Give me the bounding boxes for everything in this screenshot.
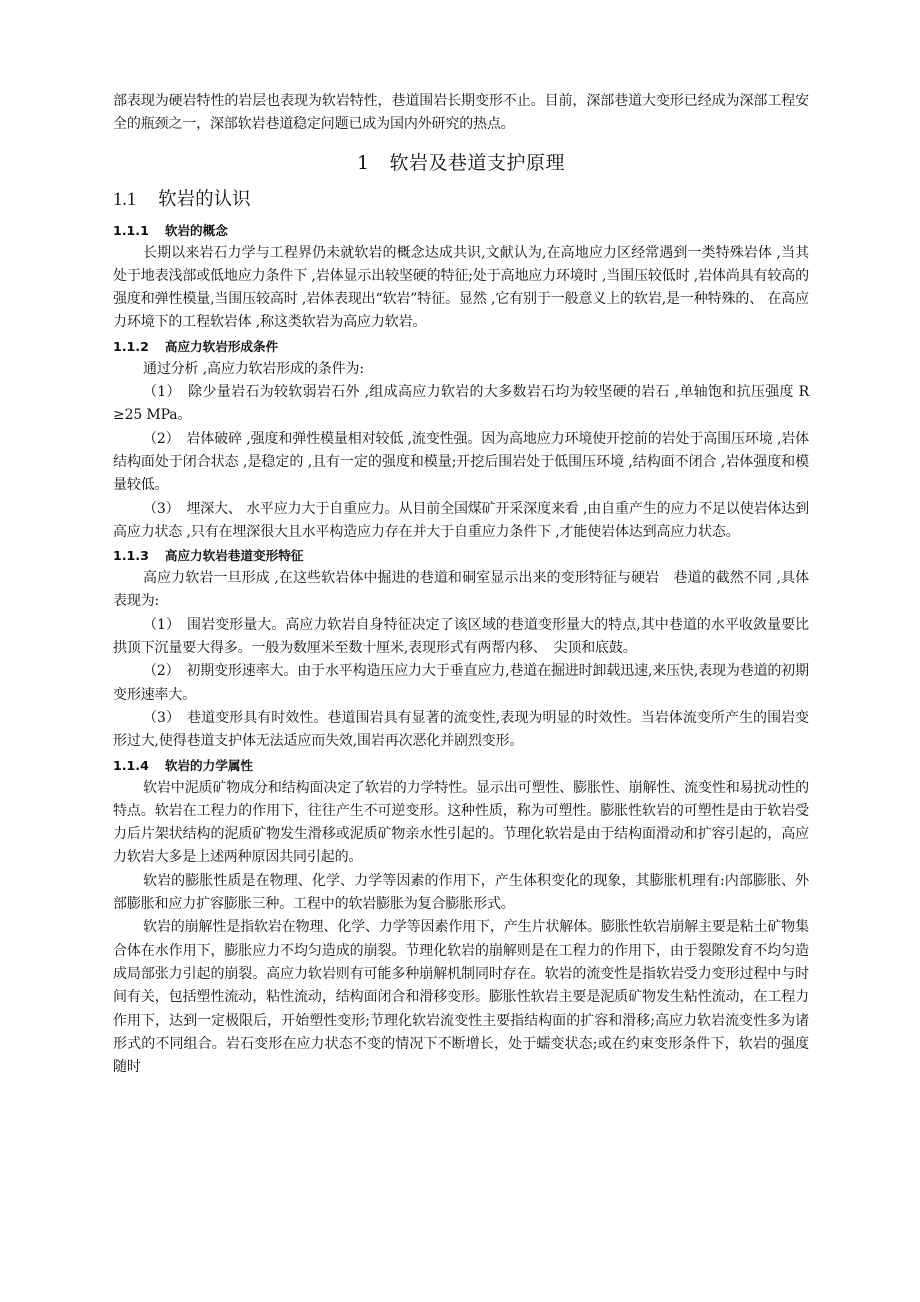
subsection-title: 高应力软岩巷道变形特征 [164,548,304,564]
paragraph: 软岩中泥质矿物成分和结构面决定了软岩的力学特性。显示出可塑性、膨胀性、崩解性、流变性和易扰动性的特点。软岩在工程力的作用下，往往产生不可逆变形。这种性质，称为可塑性。膨胀性软岩的可塑性是由于软岩受力后片架状结构的泥质矿物发生滑移或泥质矿物亲水性引起的。节理化软岩是由于结构面滑动和扩容引起的，高应力软岩大多是上述两种原因共同引起的。 [113,779,809,866]
subsection-title: 软岩的概念 [164,222,228,238]
section-heading [113,187,809,213]
subsection-number: 1.1.4 [113,757,149,773]
subsection-heading-1-1-4 [113,754,809,777]
subsection-heading-1-1-3 [113,544,809,567]
list-paragraph: （1） 除少量岩石为较软弱岩石外 ,组成高应力软岩的大多数岩石均为较坚硬的岩石 ,单轴饱和抗压强度 R ≥25 MPa。 [113,384,809,424]
document-body [113,90,809,1079]
subsection-title: 高应力软岩形成条件 [164,338,279,354]
subsection-number: 1.1.2 [113,338,149,354]
chapter-number: 1 [356,151,370,174]
paragraph: 长期以来岩石力学与工程界仍未就软岩的概念达成共识,文献认为,在高地应力区经常遇到一类特殊岩体 ,当其处于地表浅部或低地应力条件下 ,岩体显示出较坚硬的特征;处于高地应力环境时 ,当围压较低时 ,岩体尚具有较高的强度和弹性模量,当围压较高时 ,岩体表现出“软岩”特征。显然 ,它有别于一般意义上的软岩,是一种特殊的、 在高应力环境下的工程软岩体 ,称这类软岩为高应力软岩。 [113,244,809,331]
list-paragraph: （2） 岩体破碎 ,强度和弹性模量相对较低 ,流变性强。因为高地应力环境使开挖前的岩处于高围压环境 ,岩体结构面处于闭合状态 ,是稳定的 ,且有一定的强度和模量;开挖后围岩处于低围压环境 ,结构面不闭合 ,岩体强度和模量较低。 [113,430,809,494]
paragraph: 软岩的崩解性是指软岩在物理、化学、力学等因素作用下，产生片状解体。膨胀性软岩崩解主要是粘土矿物集合体在水作用下，膨胀应力不均匀造成的崩裂。节理化软岩的崩解则是在工程力的作用下，由于裂隙发育不均匀造成局部张力引起的崩裂。高应力软岩则有可能多种崩解机制同时存在。软岩的流变性是指软岩受力变形过程中与时间有关，包括塑性流动，粘性流动，结构面闭合和滑移变形。膨胀性软岩主要是泥质矿物发生粘性流动，在工程力作用下，达到一定极限后，开始塑性变形;节理化软岩流变性主要指结构面的扩容和滑移;高应力软岩流变性多为诸形式的不同组合。岩石变形在应力状态不变的情况下不断增长，处于蠕变状态;或在约束变形条件下，软岩的强度随时 [113,919,809,1076]
section-title: 软岩的认识 [158,188,251,210]
subsection-number: 1.1.3 [113,548,149,564]
paragraph: 高应力软岩一旦形成 ,在这些软岩体中掘进的巷道和硐室显示出来的变形特征与硬岩 巷道的截然不同 ,具体表现为: [113,570,809,610]
subsection-title: 软岩的力学属性 [164,757,254,773]
list-paragraph: （3） 巷道变形具有时效性。巷道围岩具有显著的流变性,表现为明显的时效性。当岩体流变所产生的围岩变形过大,使得巷道支护体无法适应而失效,围岩再次恶化并剧烈变形。 [113,709,809,750]
paragraph: 软岩的膨胀性质是在物理、化学、力学等因素的作用下，产生体积变化的现象，其膨胀机理有:内部膨胀、外部膨胀和应力扩容膨胀三种。工程中的软岩膨胀为复合膨胀形式。 [113,872,809,913]
chapter-heading [113,150,809,176]
section-number: 1.1 [113,189,137,210]
intro-paragraph: 部表现为硬岩特性的岩层也表现为软岩特性，巷道围岩长期变形不止。目前，深部巷道大变形已经成为深部工程安全的瓶颈之一，深部软岩巷道稳定问题已成为国内外研究的热点。 [113,93,809,133]
subsection-number: 1.1.1 [113,222,149,238]
list-paragraph: （1） 围岩变形量大。高应力软岩自身特征决定了该区域的巷道变形量大的特点,其中巷道的水平收敛量要比拱顶下沉量要大得多。一般为数厘米至数十厘米,表现形式有两帮内移、 尖顶和底鼓。 [113,616,809,657]
chapter-title: 软岩及巷道支护原理 [389,151,566,174]
subsection-heading-1-1-2 [113,335,809,358]
list-paragraph: （2） 初期变形速率大。由于水平构造压应力大于垂直应力,巷道在掘进时卸载迅速,来压快,表现为巷道的初期变形速率大。 [113,663,809,703]
subsection-heading-1-1-1 [113,219,809,242]
paragraph: 通过分析 ,高应力软岩形成的条件为: [143,360,364,377]
list-paragraph: （3） 埋深大、 水平应力大于自重应力。从目前全国煤矿开采深度来看 ,由自重产生的应力不足以使岩体达到高应力状态 ,只有在埋深很大且水平构造应力存在并大于自重应力条件下 ,才能使岩体达到高应力状态。 [113,500,809,540]
